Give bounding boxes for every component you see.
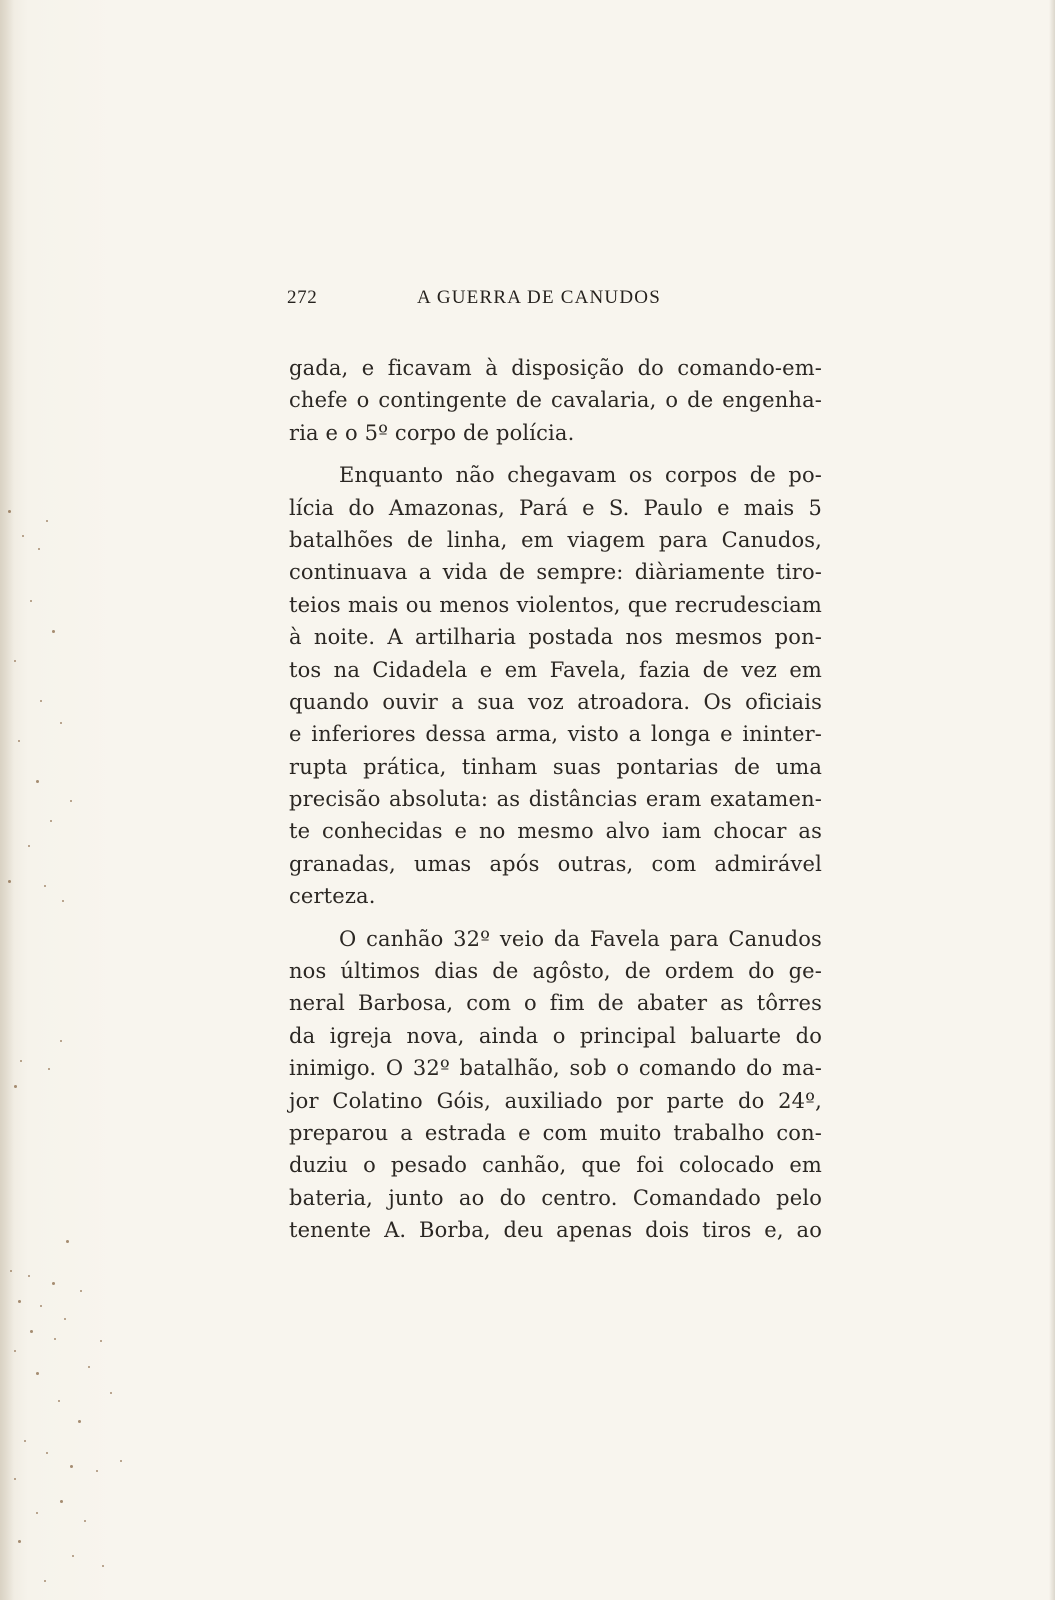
foxing-speck bbox=[100, 1340, 102, 1342]
foxing-speck bbox=[60, 1040, 62, 1042]
foxing-speck bbox=[14, 1085, 17, 1088]
text-line: tos na Cidadela e em Favela, fazia de vez em bbox=[289, 657, 822, 682]
text-line: batalhões de linha, em viagem para Canudos, bbox=[289, 527, 822, 552]
text-line: Enquanto não chegavam os corpos de po- bbox=[339, 463, 822, 488]
text-line: preparou a estrada e com muito trabalho con- bbox=[289, 1120, 822, 1145]
foxing-speck bbox=[18, 1300, 21, 1303]
foxing-speck bbox=[46, 1452, 48, 1454]
running-title: A GUERRA DE CANUDOS bbox=[417, 287, 661, 308]
foxing-speck bbox=[40, 700, 42, 702]
paragraph bbox=[289, 352, 822, 449]
foxing-speck bbox=[44, 885, 46, 887]
spine-shadow bbox=[0, 0, 14, 1600]
foxing-speck bbox=[38, 548, 40, 550]
foxing-speck bbox=[50, 820, 52, 822]
foxing-speck bbox=[70, 1465, 73, 1468]
foxing-speck bbox=[102, 1565, 104, 1567]
foxing-speck bbox=[18, 740, 20, 742]
foxing-speck bbox=[54, 1338, 56, 1340]
foxing-speck bbox=[78, 1420, 81, 1423]
text-line: nos últimos dias de agôsto, de ordem do ge- bbox=[289, 959, 822, 984]
text-line: à noite. A artilharia postada nos mesmos pon- bbox=[289, 625, 822, 650]
foxing-speck bbox=[36, 1372, 39, 1375]
text-line: teios mais ou menos violentos, que recrudesciam bbox=[289, 592, 822, 617]
text-line: tenente A. Borba, deu apenas dois tiros e, ao bbox=[289, 1218, 822, 1243]
foxing-speck bbox=[28, 845, 30, 847]
text-line: da igreja nova, ainda o principal baluarte do bbox=[289, 1023, 822, 1048]
foxing-speck bbox=[8, 880, 11, 883]
foxing-speck bbox=[36, 1512, 38, 1514]
foxing-speck bbox=[14, 1350, 16, 1352]
body-text bbox=[289, 352, 822, 1247]
text-line: lícia do Amazonas, Pará e S. Paulo e mais 5 bbox=[289, 495, 822, 520]
foxing-speck bbox=[60, 722, 62, 724]
foxing-speck bbox=[60, 1500, 63, 1503]
foxing-speck bbox=[64, 1318, 66, 1320]
foxing-speck bbox=[72, 1555, 74, 1557]
foxing-speck bbox=[48, 1068, 50, 1070]
foxing-speck bbox=[80, 1290, 82, 1292]
foxing-speck bbox=[28, 1275, 30, 1277]
foxing-speck bbox=[120, 1460, 122, 1462]
foxing-speck bbox=[70, 800, 72, 802]
foxing-speck bbox=[40, 1305, 42, 1307]
text-line: jor Colatino Góis, auxiliado por parte do 24º, bbox=[289, 1088, 822, 1113]
foxing-speck bbox=[96, 1470, 98, 1472]
text-line: duziu o pesado canhão, que foi colocado em bbox=[289, 1153, 822, 1178]
foxing-speck bbox=[22, 535, 24, 537]
text-line: inimigo. O 32º batalhão, sob o comando do ma- bbox=[289, 1056, 822, 1081]
paragraph bbox=[289, 459, 822, 912]
foxing-speck bbox=[52, 630, 55, 633]
text-line: ria e o 5º corpo de polícia. bbox=[289, 420, 575, 445]
foxing-speck bbox=[52, 1282, 55, 1285]
text-line: granadas, umas após outras, com admirável bbox=[289, 851, 822, 876]
running-head bbox=[287, 287, 827, 313]
text-line: precisão absoluta: as distâncias eram exatamen- bbox=[289, 787, 822, 812]
text-line: chefe o contingente de cavalaria, o de engenha- bbox=[289, 388, 822, 413]
foxing-speck bbox=[58, 1400, 60, 1402]
foxing-speck bbox=[66, 1240, 69, 1243]
foxing-speck bbox=[18, 1540, 21, 1543]
foxing-speck bbox=[8, 510, 11, 513]
foxing-speck bbox=[24, 1440, 26, 1442]
text-line: neral Barbosa, com o fim de abater as tôrres bbox=[289, 991, 822, 1016]
foxing-speck bbox=[46, 520, 48, 522]
page-number: 272 bbox=[287, 287, 318, 308]
foxing-speck bbox=[62, 900, 64, 902]
text-line: te conhecidas e no mesmo alvo iam chocar as bbox=[289, 819, 822, 844]
paragraph bbox=[289, 923, 822, 1247]
text-line: O canhão 32º veio da Favela para Canudos bbox=[339, 926, 822, 951]
text-line: gada, e ficavam à disposição do comando-em- bbox=[289, 356, 822, 380]
foxing-speck bbox=[14, 660, 16, 662]
foxing-speck bbox=[30, 600, 32, 602]
foxing-speck bbox=[30, 1330, 33, 1333]
text-line: certeza. bbox=[289, 884, 376, 909]
text-line: e inferiores dessa arma, visto a longa e ininter- bbox=[289, 722, 822, 747]
foxing-speck bbox=[110, 1392, 112, 1394]
text-line: bateria, junto ao do centro. Comandado pelo bbox=[289, 1185, 822, 1210]
text-line: continuava a vida de sempre: diàriamente tiro- bbox=[289, 560, 822, 585]
foxing-speck bbox=[84, 1520, 86, 1522]
foxing-speck bbox=[44, 1580, 46, 1582]
foxing-speck bbox=[10, 1270, 12, 1272]
text-line: quando ouvir a sua voz atroadora. Os oficiais bbox=[289, 689, 822, 714]
text-line: rupta prática, tinham suas pontarias de uma bbox=[289, 754, 822, 779]
foxing-speck bbox=[36, 780, 39, 783]
foxing-speck bbox=[20, 1060, 22, 1062]
foxing-speck bbox=[14, 1478, 16, 1480]
page-edge bbox=[1049, 0, 1055, 1600]
foxing-speck bbox=[88, 1366, 90, 1368]
